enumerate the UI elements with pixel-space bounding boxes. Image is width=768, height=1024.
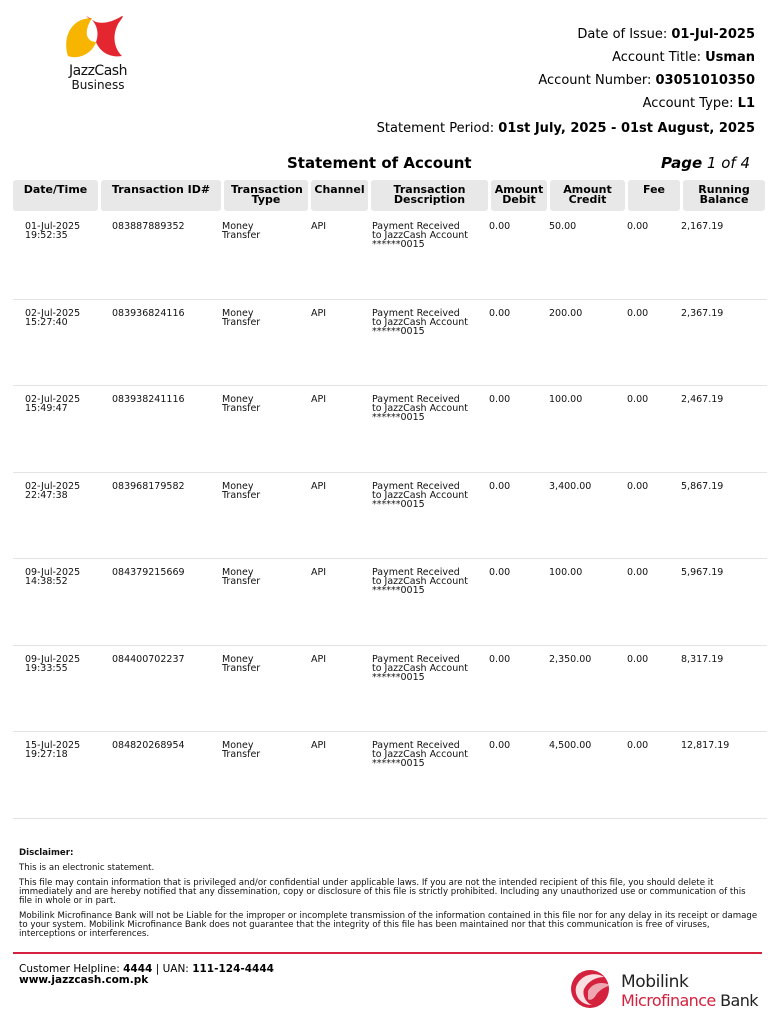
disclaimer-paragraph: Mobilink Microfinance Bank will not be Liable for the improper or incomplete transmission of the information contained in this file nor for any delay in its receipt or damage to your system. Mobilink Microfinance Bank does not guarantee that the integrity of this file has been maintained nor that this communication is free of viruses, interceptions or interferences. [19,911,758,939]
cell-transaction-id: 083968179582 [112,480,185,492]
cell-amount-credit: 100.00 [549,394,583,405]
cell-transaction-id: 083938241116 [112,394,185,405]
cell-datetime: 01-Jul-2025 19:52:35 [25,221,81,241]
cell-transaction-type: Money Transfer [222,394,261,414]
column-header-transaction-id: Transaction ID# [101,180,221,211]
cell-amount-credit: 50.00 [549,221,577,232]
cell-fee: 0.00 [627,653,649,665]
cell-transaction-id: 084400702237 [112,653,185,665]
cell-fee: 0.00 [627,567,649,578]
column-header-channel: Channel [311,180,368,211]
cell-fee: 0.00 [627,307,649,319]
cell-description: Payment Received to JazzCash Account ******0015 [372,653,468,683]
cell-channel: API [311,740,327,751]
table-row [13,732,767,819]
cell-datetime: 02-Jul-2025 15:49:47 [25,394,81,414]
table-row [13,473,767,560]
mobilink-logo-icon [568,965,616,1013]
cell-datetime: 02-Jul-2025 22:47:38 [25,480,81,501]
cell-datetime: 15-Jul-2025 19:27:18 [25,740,81,760]
column-header-datetime: Date/Time [13,180,98,211]
cell-running-balance: 8,317.19 [681,653,724,665]
cell-fee: 0.00 [627,740,649,751]
cell-amount-credit: 3,400.00 [549,480,592,492]
account-title: Account Title: Usman [612,50,755,65]
table-row [13,300,767,387]
cell-channel: API [311,307,327,319]
table-row [13,213,767,300]
logo-subtitle: Business [71,78,125,92]
account-meta [377,26,755,143]
mobilink-bank-logo [568,965,760,1015]
cell-amount-credit: 200.00 [549,307,583,319]
cell-amount-debit: 0.00 [489,480,511,492]
column-header-fee: Fee [628,180,680,211]
statement-period-value: 01st July, 2025 - 01st August, 2025 [498,121,755,136]
bank-name-line1: Mobilink [621,972,689,992]
cell-datetime: 09-Jul-2025 14:38:52 [25,567,81,587]
footer-contact [19,964,274,986]
page-number [661,154,750,172]
cell-fee: 0.00 [627,221,649,232]
cell-running-balance: 2,367.19 [681,307,724,319]
account-title-value: Usman [705,50,755,65]
cell-channel: API [311,653,327,665]
cell-transaction-type: Money Transfer [222,567,261,587]
column-header-amount-debit: Amount Debit [491,180,547,211]
cell-amount-credit: 4,500.00 [549,740,592,751]
account-type-value: L1 [737,96,755,111]
cell-channel: API [311,394,327,405]
cell-running-balance: 12,817.19 [681,740,730,751]
account-number-value: 03051010350 [655,73,755,88]
date-of-issue: Date of Issue: 01-Jul-2025 [577,27,755,42]
cell-transaction-type: Money Transfer [222,221,261,241]
page-label: Page [661,154,703,172]
disclaimer-paragraph: This file may contain information that is privileged and/or confidential under applicable laws. If you are not the intended recipient of this file, you should delete it immediately and are hereby notified that any dissemination, copy or disclosure of this file is strictly prohibited. Including any unauthorized use or communication of this file in whole or in part. [19,878,746,906]
cell-transaction-id: 083887889352 [112,221,185,232]
cell-transaction-type: Money Transfer [222,740,261,760]
cell-amount-debit: 0.00 [489,740,511,751]
cell-channel: API [311,567,327,578]
cell-transaction-type: Money Transfer [222,480,261,501]
bank-name-line2: Microfinance Bank [621,991,758,1010]
account-type: Account Type: L1 [642,96,755,111]
cell-channel: API [311,221,327,232]
cell-description: Payment Received to JazzCash Account ******0015 [372,394,468,423]
disclaimer [19,849,759,945]
cell-description: Payment Received to JazzCash Account ******0015 [372,307,468,337]
column-header-amount-credit: Amount Credit [550,180,625,211]
disclaimer-heading: Disclaimer: [19,848,74,858]
footer-divider [13,952,762,954]
cell-description: Payment Received to JazzCash Account ******0015 [372,480,468,510]
table-row [13,646,767,733]
cell-transaction-type: Money Transfer [222,653,261,674]
uan-number: 111-124-4444 [192,963,274,975]
website-link[interactable]: www.jazzcash.com.pk [19,974,149,986]
table-row [13,386,767,473]
table-row [13,559,767,646]
cell-running-balance: 2,467.19 [681,394,724,405]
column-header-running-balance: Running Balance [683,180,765,211]
cell-running-balance: 2,167.19 [681,221,724,232]
cell-transaction-id: 084820268954 [112,740,185,751]
jazzcash-logo [56,14,140,96]
cell-amount-credit: 100.00 [549,567,583,578]
cell-amount-debit: 0.00 [489,307,511,319]
cell-transaction-id: 083936824116 [112,307,185,319]
cell-running-balance: 5,867.19 [681,480,724,492]
statement-period: Statement Period: 01st July, 2025 - 01st August, 2025 [376,121,755,136]
cell-amount-debit: 0.00 [489,394,511,405]
cell-fee: 0.00 [627,394,649,405]
jazzcash-logo-icon [62,14,134,60]
column-header-transaction-description: Transaction Description [371,180,488,211]
logo-name: JazzCash [69,63,127,79]
helpline-line: Customer Helpline: 4444 | UAN: 111-124-4444 [19,963,274,975]
cell-running-balance: 5,967.19 [681,567,724,578]
cell-amount-debit: 0.00 [489,221,511,232]
page-value: 1 of 4 [706,154,750,172]
cell-description: Payment Received to JazzCash Account ******0015 [372,567,468,596]
helpline-number: 4444 [123,963,153,975]
cell-amount-debit: 0.00 [489,653,511,665]
account-number: Account Number: 03051010350 [538,73,755,88]
date-of-issue-value: 01-Jul-2025 [671,27,755,42]
cell-channel: API [311,480,327,492]
cell-transaction-id: 084379215669 [112,567,185,578]
cell-description: Payment Received to JazzCash Account ******0015 [372,221,468,250]
cell-transaction-type: Money Transfer [222,307,261,328]
disclaimer-paragraph: This is an electronic statement. [19,863,155,873]
column-header-transaction-type: Transaction Type [224,180,308,211]
cell-fee: 0.00 [627,480,649,492]
cell-description: Payment Received to JazzCash Account ******0015 [372,740,468,769]
cell-amount-credit: 2,350.00 [549,653,592,665]
document-title: Statement of Account [287,154,472,172]
cell-datetime: 02-Jul-2025 15:27:40 [25,307,81,328]
cell-datetime: 09-Jul-2025 19:33:55 [25,653,81,674]
cell-amount-debit: 0.00 [489,567,511,578]
table-body [0,213,768,819]
